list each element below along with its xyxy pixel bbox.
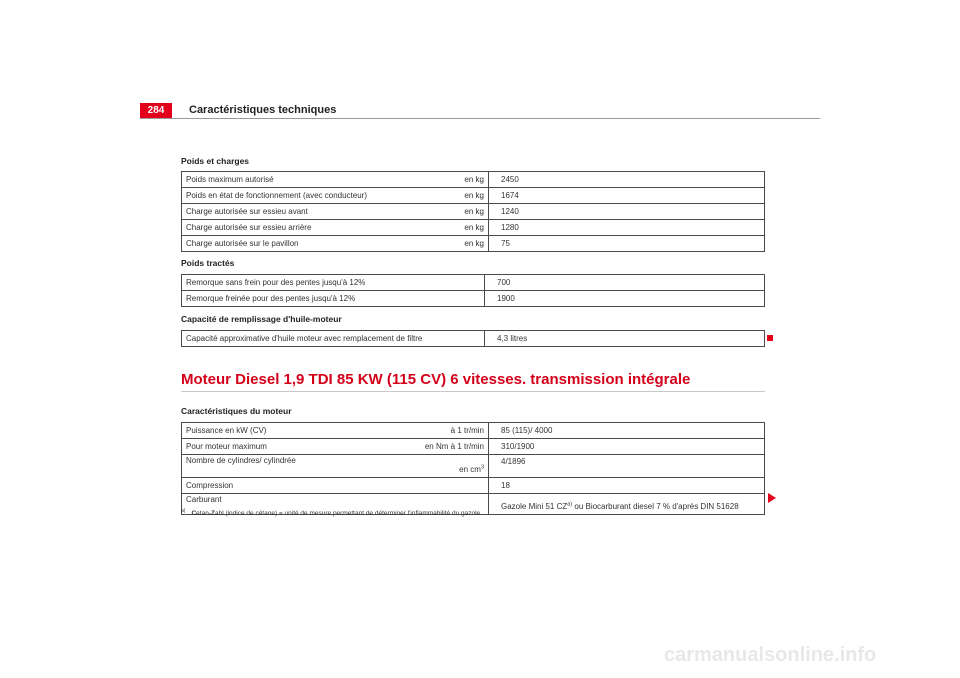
row-value: 1240 — [489, 204, 765, 220]
row-value: 1900 — [485, 291, 765, 307]
table-row — [182, 423, 765, 439]
row-label: Nombre de cylindres/ cylindrée — [182, 455, 405, 478]
page-title: Caractéristiques techniques — [189, 104, 337, 116]
table-row — [182, 478, 765, 494]
table-huile — [181, 330, 765, 347]
row-label: Charge autorisée sur essieu arrière — [182, 220, 405, 236]
section-end-marker — [767, 335, 773, 341]
table-row — [182, 455, 765, 478]
row-label: Puissance en kW (CV) — [182, 423, 405, 439]
watermark: carmanualsonline.info — [664, 644, 877, 666]
footnote-ref[interactable]: a) — [567, 501, 573, 508]
page-number: 284 — [140, 103, 172, 119]
row-value — [489, 494, 765, 515]
row-value: 700 — [485, 275, 765, 291]
row-value: 18 — [489, 478, 765, 494]
table-poids-charges — [181, 171, 765, 252]
row-label: Capacité approximative d'huile moteur avec remplacement de filtre — [182, 331, 485, 347]
unit-superscript: 3 — [480, 464, 484, 471]
row-label: Poids maximum autorisé — [182, 172, 405, 188]
row-value: 1674 — [489, 188, 765, 204]
row-value: 1280 — [489, 220, 765, 236]
table-row — [182, 188, 765, 204]
footnote-text-1: etan- — [196, 510, 211, 518]
section-heading-moteur: Caractéristiques du moteur — [181, 406, 292, 416]
row-value: 4/1896 — [489, 455, 765, 478]
table-poids-tractes — [181, 274, 765, 307]
row-unit: en Nm à 1 tr/min — [404, 439, 489, 455]
row-value: 4,3 litres — [485, 331, 765, 347]
table-row — [182, 236, 765, 252]
engine-section-title: Moteur Diesel 1,9 TDI 85 KW (115 CV) 6 vitesses. transmission intégrale — [181, 371, 691, 388]
fuel-text: Gazole Mini 51 CZ — [501, 502, 568, 511]
continue-arrow-icon — [768, 493, 776, 503]
engine-title-divider — [181, 391, 765, 392]
footnote-c-letter: C — [191, 510, 197, 518]
section-heading-poids-tractes: Poids tractés — [181, 258, 235, 268]
row-unit — [404, 478, 489, 494]
row-unit: à 1 tr/min — [404, 423, 489, 439]
footnote-z-letter: Z — [210, 510, 215, 518]
row-label: Poids en état de fonctionnement (avec conducteur) — [182, 188, 405, 204]
footnote-text-2: ahl (indice de cétane) = unité de mesure permettant de déterminer l'inflammabilité du gazole. — [214, 510, 482, 518]
section-heading-poids-charges: Poids et charges — [181, 156, 250, 166]
row-unit: en kg — [404, 172, 489, 188]
table-row — [182, 439, 765, 455]
row-label: Carburant — [182, 494, 405, 515]
row-unit: en kg — [404, 204, 489, 220]
fuel-text-continued: ou Biocarburant diesel 7 % d'après DIN 51628 — [572, 502, 739, 511]
table-row — [182, 220, 765, 236]
footnote-mark: a) — [181, 508, 186, 514]
table-row — [182, 172, 765, 188]
row-unit — [404, 455, 489, 478]
row-unit: en kg — [404, 188, 489, 204]
row-unit: en kg — [404, 236, 489, 252]
row-value: 75 — [489, 236, 765, 252]
row-label: Remorque sans frein pour des pentes jusqu'à 12% — [182, 275, 485, 291]
table-row — [182, 331, 765, 347]
row-label: Charge autorisée sur essieu avant — [182, 204, 405, 220]
row-unit: en kg — [404, 220, 489, 236]
unit-text: en cm — [459, 465, 481, 474]
footnote — [181, 508, 482, 517]
row-value: 85 (115)/ 4000 — [489, 423, 765, 439]
header-divider — [140, 118, 820, 119]
table-row — [182, 275, 765, 291]
section-heading-huile: Capacité de remplissage d'huile-moteur — [181, 314, 342, 324]
row-label: Remorque freinée pour des pentes jusqu'à 12% — [182, 291, 485, 307]
table-row — [182, 204, 765, 220]
row-value: 310/1900 — [489, 439, 765, 455]
row-label: Compression — [182, 478, 405, 494]
row-value: 2450 — [489, 172, 765, 188]
row-label: Pour moteur maximum — [182, 439, 405, 455]
table-row — [182, 291, 765, 307]
table-moteur — [181, 422, 765, 518]
row-label: Charge autorisée sur le pavillon — [182, 236, 405, 252]
